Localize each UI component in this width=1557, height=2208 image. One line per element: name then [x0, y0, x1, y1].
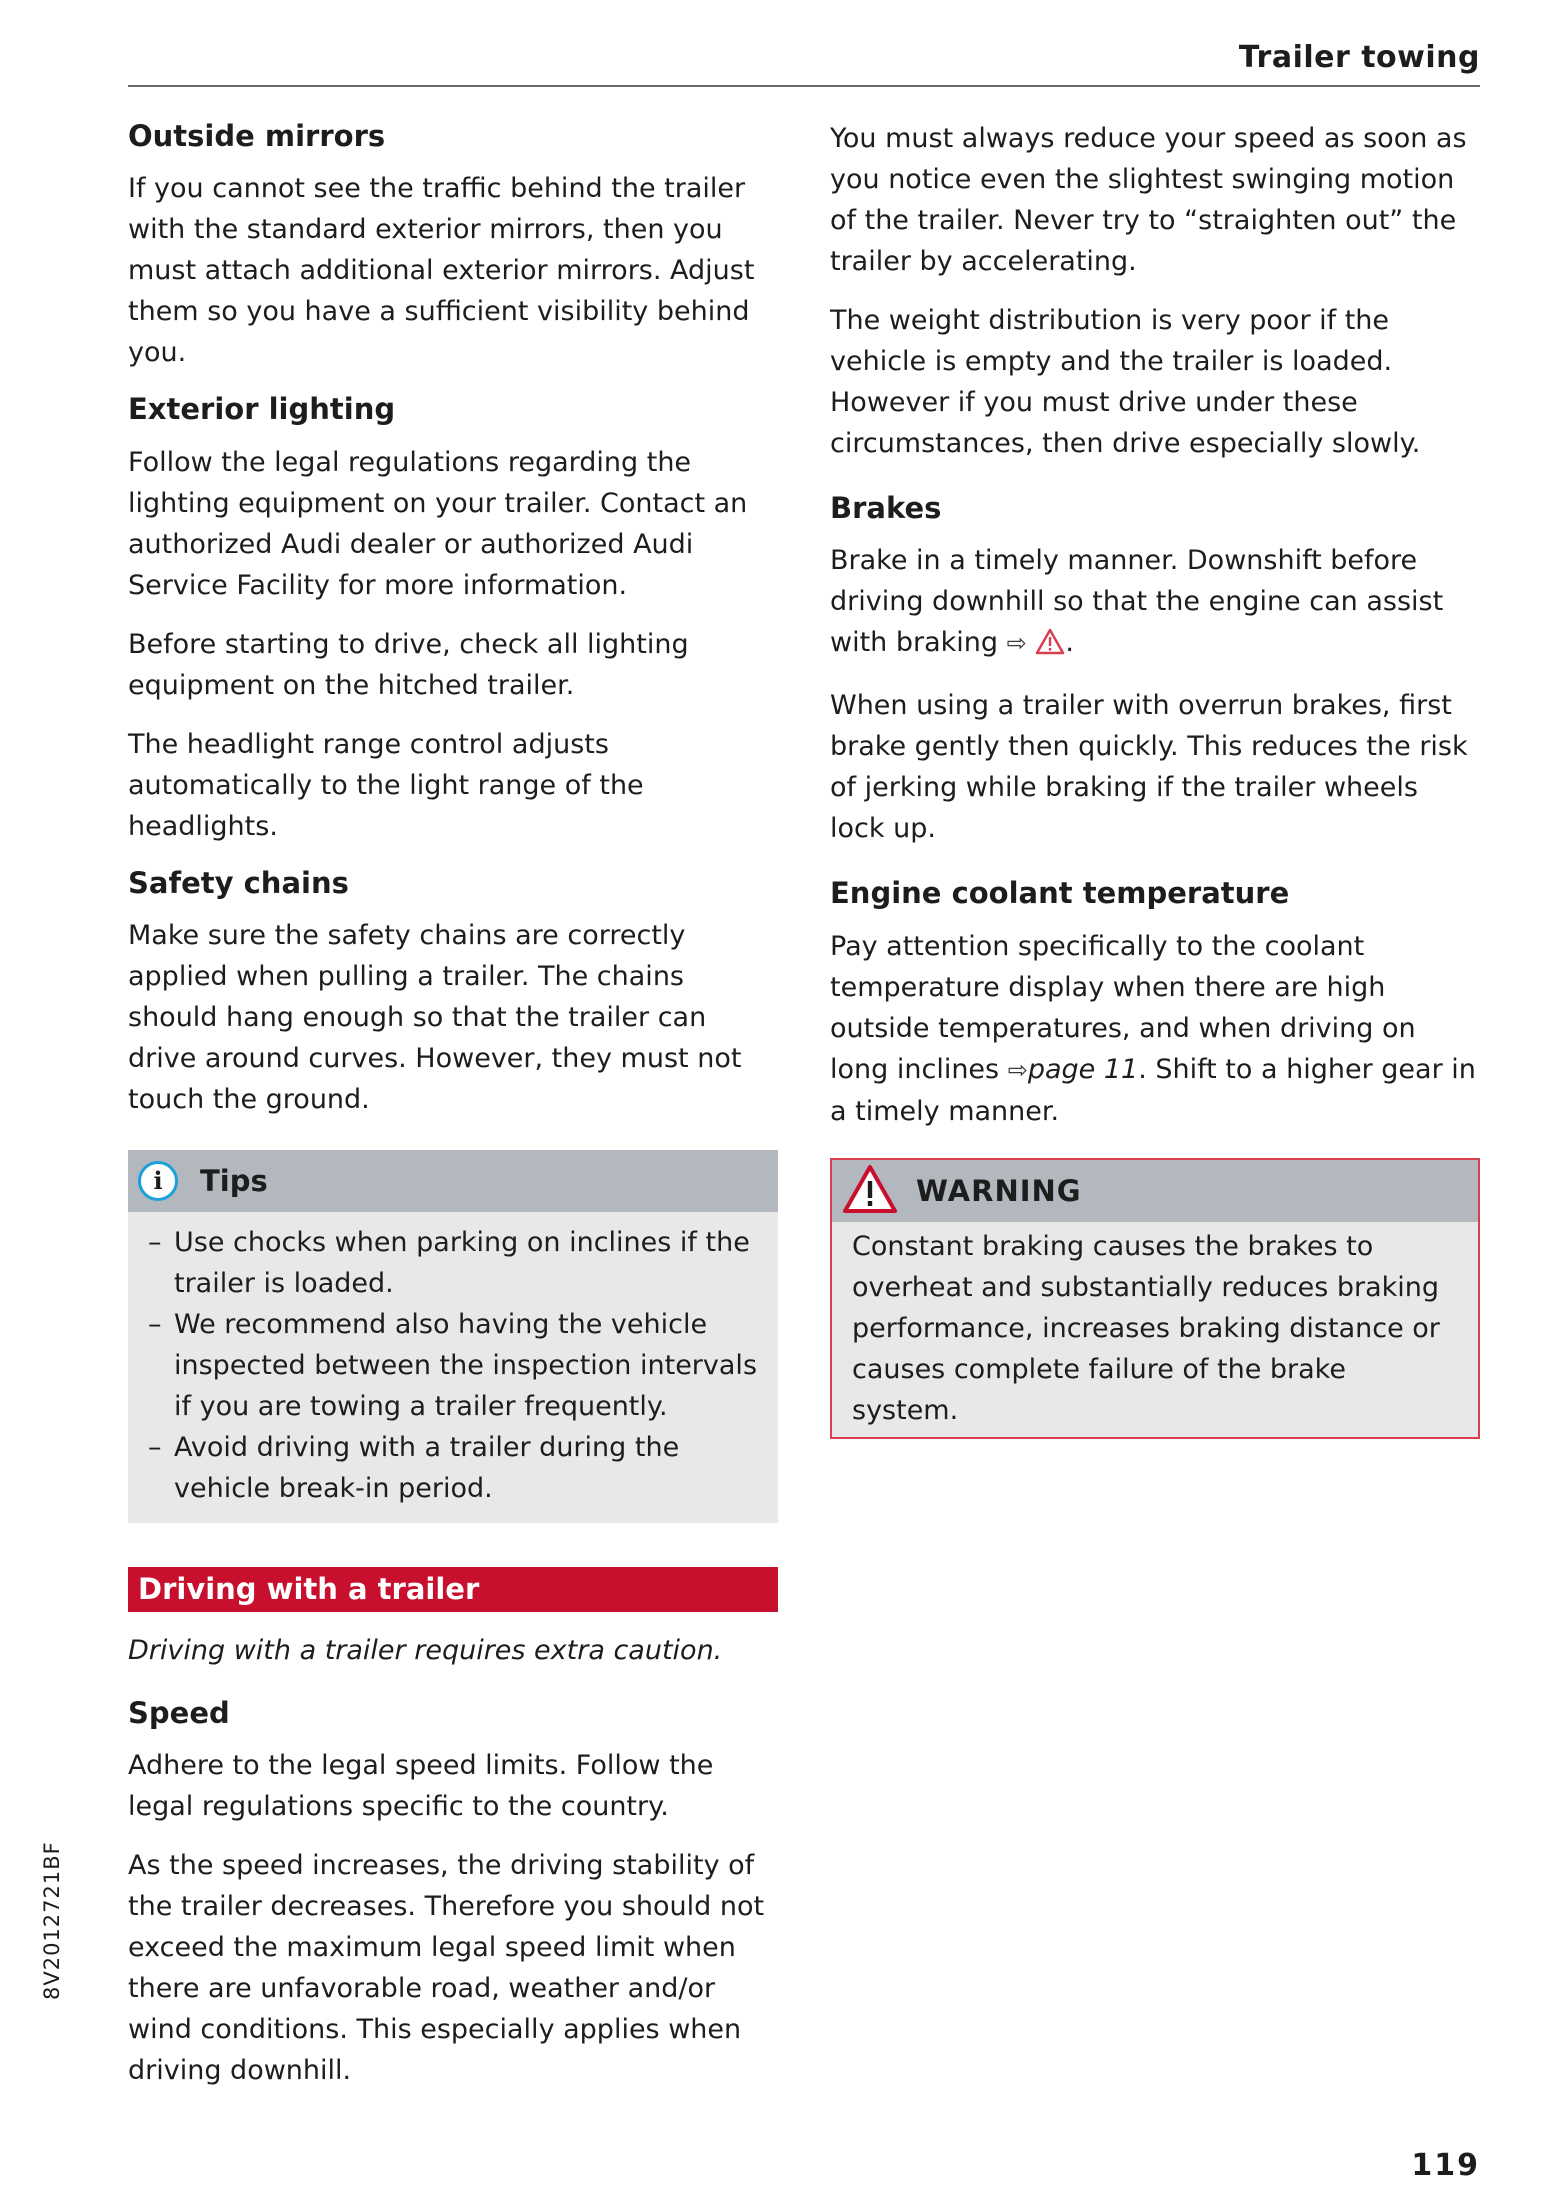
exterior-lighting-text-1: Follow the legal regulations regarding the lighting equipment on your trailer. Contact an authorized Audi dealer or authorized Audi Service Facility for more information. [128, 446, 748, 601]
left-column [128, 118, 778, 2109]
outside-mirrors-section [128, 118, 778, 373]
info-icon: i [138, 1161, 178, 1201]
tips-list [128, 1212, 778, 1523]
brakes-heading: Brakes [830, 491, 942, 525]
brakes-text-2: When using a trailer with overrun brakes, first brake gently then quickly. This reduces the risk of jerking while braking if the trailer wheels lock up. [830, 690, 1468, 845]
warning-box [830, 1158, 1480, 1439]
exterior-lighting-text-2: Before starting to drive, check all lighting equipment on the hitched trailer. [128, 628, 689, 701]
speed-text-1: Adhere to the legal speed limits. Follow the legal regulations specific to the country. [128, 1750, 714, 1822]
safety-chains-text: Make sure the safety chains are correctly applied when pulling a trailer. The chains should hang enough so that the trailer can drive around curves. However, they must not touch the ground. [128, 919, 742, 1115]
tips-header [128, 1150, 778, 1212]
speed-section [128, 1695, 778, 2091]
cross-reference-arrow-icon: ⇨ [1007, 1055, 1028, 1084]
brakes-text-1: Brake in a timely manner. Downshift before driving downhill so that the engine can assist with braking ⇨ . [830, 540, 1480, 667]
safety-chains-heading: Safety chains [128, 865, 349, 900]
driving-intro: Driving with a trailer requires extra caution. [128, 1634, 723, 1666]
coolant-text: Pay attention specifically to the coolant temperature display when there are high outside temperatures, and when driving on long inclines ⇨page 11. Shift to a higher gear in a timely manner. [830, 930, 1476, 1127]
exterior-lighting-heading: Exterior lighting [128, 392, 396, 427]
outside-mirrors-text: If you cannot see the traffic behind the trailer with the standard exterior mirrors, then you must attach additional exterior mirrors. Adjust them so you have a sufficient visibility behind you. [128, 173, 755, 369]
exterior-lighting-text-3: The headlight range control adjusts automatically to the light range of the headlights. [128, 728, 644, 842]
speed-text-2: As the speed increases, the driving stability of the trailer decreases. Therefore you should not exceed the maximum legal speed limit when there are unfavorable road, weather and/or wind conditions. This especially applies when driving downhill. [128, 1850, 765, 2086]
tips-item: – Avoid driving with a trailer during the vehicle break-in period. [148, 1431, 680, 1504]
weight-distribution-text: The weight distribution is very poor if the vehicle is empty and the trailer is loaded. However if you must drive under these circumstances, then drive especially slowly. [830, 305, 1421, 459]
coolant-section [830, 875, 1480, 1131]
tips-item: – We recommend also having the vehicle inspected between the inspection intervals if you are towing a trailer frequently. [148, 1308, 758, 1422]
brakes-section [830, 490, 1480, 849]
document-code: 8V2012721BF [40, 1841, 64, 2000]
swinging-text: You must always reduce your speed as soon as you notice even the slightest swinging motion of the trailer. Never try to “straighten out” the trailer by accelerating. [830, 123, 1467, 277]
exterior-lighting-section [128, 391, 778, 846]
page-number: 119 [1411, 2148, 1480, 2183]
warning-triangle-icon [842, 1164, 898, 1218]
warning-header [832, 1160, 1478, 1222]
safety-chains-section [128, 865, 778, 1120]
warning-triangle-icon[interactable] [1035, 626, 1065, 667]
cross-reference-arrow-icon[interactable]: ⇨ [1006, 629, 1027, 658]
tips-box [128, 1150, 778, 1523]
warning-text: Constant braking causes the brakes to overheat and substantially reduces braking performance, increases braking distance or causes complete failure of the brake system. [852, 1230, 1440, 1426]
coolant-heading: Engine coolant temperature [830, 876, 1290, 911]
driving-with-trailer-banner: Driving with a trailer [128, 1567, 778, 1612]
page-header [128, 40, 1480, 87]
tips-label: Tips [200, 1163, 268, 1198]
tips-item: – Use chocks when parking on inclines if the trailer is loaded. [148, 1226, 750, 1299]
speed-heading: Speed [128, 1695, 230, 1730]
outside-mirrors-heading: Outside mirrors [128, 119, 386, 153]
warning-label: WARNING [916, 1173, 1082, 1208]
right-column [830, 118, 1480, 1439]
page-reference-link[interactable]: page 11 [1027, 1053, 1139, 1085]
section-title: Trailer towing [1238, 40, 1480, 75]
